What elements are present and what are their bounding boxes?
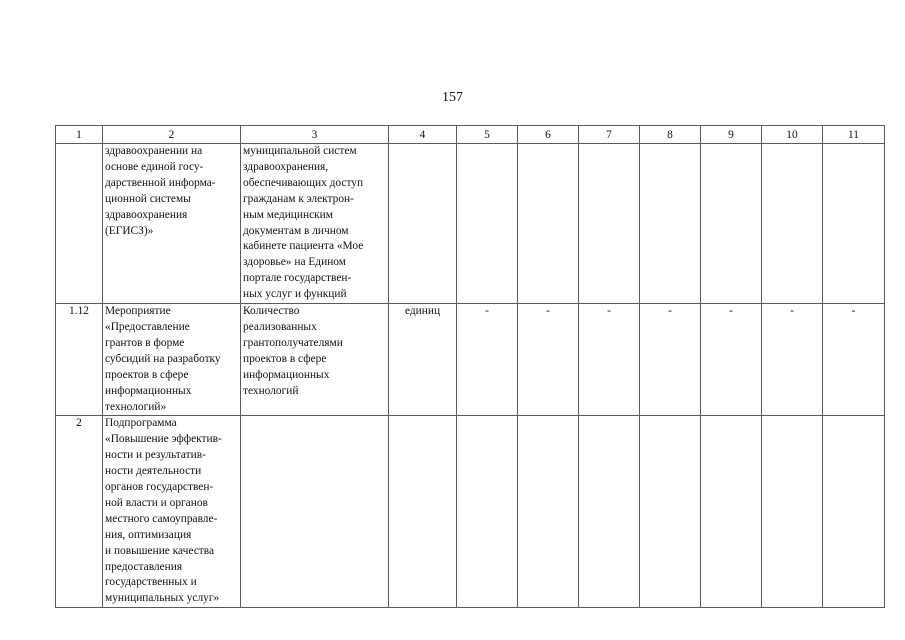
page-number: 157 [442, 90, 463, 105]
table-row [56, 144, 885, 304]
row-value [457, 144, 518, 304]
row-indicator: Количество реализованных грантополучателями проектов в сфере информационных технологий [241, 304, 389, 416]
column-header: 4 [389, 126, 457, 144]
row-unit [389, 416, 457, 608]
row-value: - [579, 304, 640, 416]
row-unit [389, 144, 457, 304]
indicators-table [55, 125, 885, 608]
column-header: 1 [56, 126, 103, 144]
column-header: 11 [823, 126, 885, 144]
row-value: - [823, 304, 885, 416]
row-number [56, 144, 103, 304]
column-header: 7 [579, 126, 640, 144]
row-name: здравоохранении на основе единой госу- дарственной информа- ционной системы здравоохранения (ЕГИСЗ)» [103, 144, 241, 304]
row-name: Подпрограмма «Повышение эффектив- ности и результатив- ности деятельности органов государствен- ной власти и органов местного самоуправле- ния, оптимизация и повышение качества предоставления государственных и муниципальных услуг» [103, 416, 241, 608]
row-value [640, 416, 701, 608]
column-header: 6 [518, 126, 579, 144]
column-header: 5 [457, 126, 518, 144]
row-value [762, 416, 823, 608]
row-indicator [241, 416, 389, 608]
row-name: Мероприятие «Предоставление грантов в форме субсидий на разработку проектов в сфере информационных технологий» [103, 304, 241, 416]
row-value: - [640, 304, 701, 416]
row-value: - [701, 304, 762, 416]
row-value: - [518, 304, 579, 416]
row-value [823, 416, 885, 608]
row-value: - [457, 304, 518, 416]
row-value [701, 416, 762, 608]
column-header: 9 [701, 126, 762, 144]
row-value [457, 416, 518, 608]
table-row [56, 304, 885, 416]
row-value [579, 144, 640, 304]
table-header-row [56, 126, 885, 144]
column-header: 10 [762, 126, 823, 144]
row-value [762, 144, 823, 304]
row-number: 1.12 [56, 304, 103, 416]
column-header: 8 [640, 126, 701, 144]
row-value [701, 144, 762, 304]
column-header: 2 [103, 126, 241, 144]
row-value [579, 416, 640, 608]
table-row [56, 416, 885, 608]
row-unit: единиц [389, 304, 457, 416]
row-value: - [762, 304, 823, 416]
row-indicator: муниципальной систем здравоохранения, обеспечивающих доступ гражданам к электрон- ным медицинским документам в личном кабинете пациента «Мое здоровье» на Едином портале государствен- ных услуг и функций [241, 144, 389, 304]
row-value [518, 416, 579, 608]
row-value [640, 144, 701, 304]
row-number: 2 [56, 416, 103, 608]
row-value [823, 144, 885, 304]
column-header: 3 [241, 126, 389, 144]
row-value [518, 144, 579, 304]
